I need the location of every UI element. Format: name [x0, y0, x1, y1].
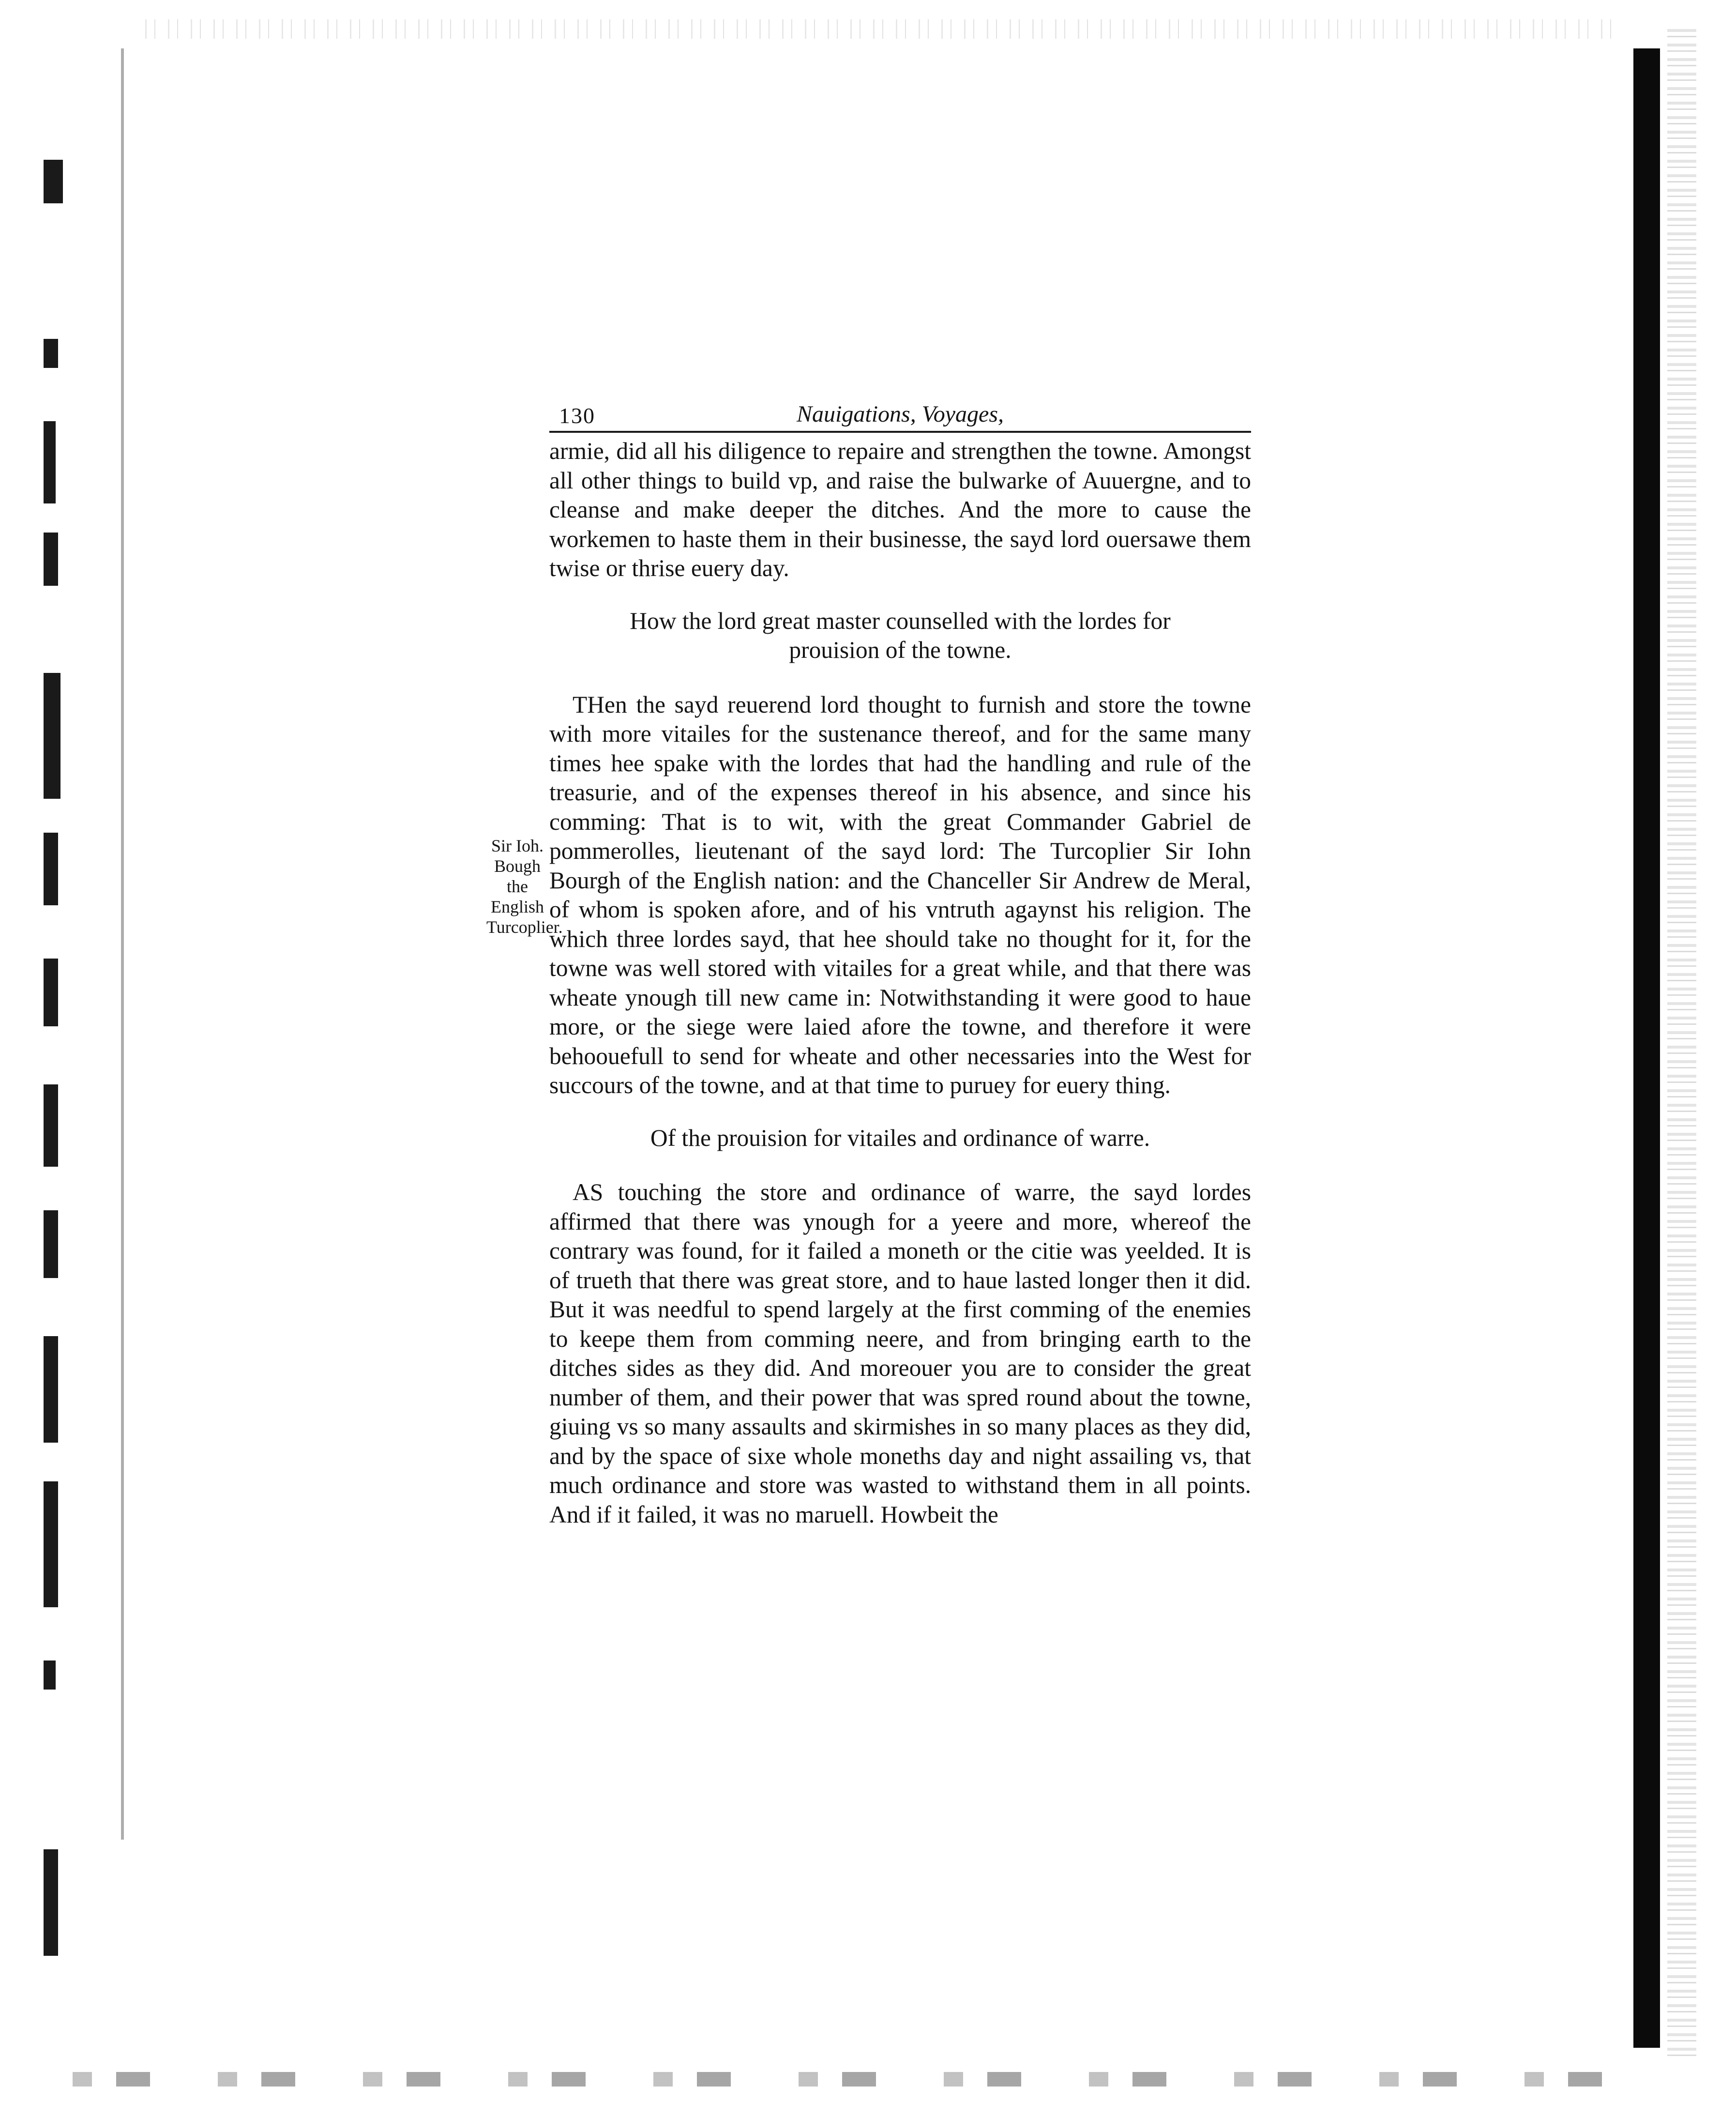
scan-bottom-edge-noise — [73, 2072, 1621, 2087]
page-number: 130 — [559, 403, 595, 428]
paragraph-prouision: AS touching the store and ordinance of warre, the sayd lordes affirmed that there was ynough for a yeere and more, whereof the contrary was found, for it failed a moneth or the citie was yeelded. It is of trueth that there was great store, and to haue lasted longer then it did. But it was needful to spend largely at the first comming of the enemies to keepe them from comming neere, and from bringing earth to the ditches sides as they did. And moreouer you are to consider the great number of them, and their power that was spred round about the towne, giuing vs so many assaults and skirmishes in so many places as they did, and by the space of sixe whole moneths day and night assailing vs, that much ordinance and store was wasted to withstand them in all points. And if it failed, it was no maruell. Howbeit the — [549, 1179, 1251, 1528]
section-heading-counsel: How the lord great master counselled with the lordes for prouision of the towne. — [630, 607, 1171, 663]
margin-note: Sir Ioh. Bough the English Turcoplier. — [486, 836, 563, 937]
paragraph-counsel: THen the sayd reuerend lord thought to furnish and store the towne with more vitailes for the sustenance thereof, and for the same many times hee spake with the lordes that had the handling and rule of the treasurie, and of the expenses thereof in his absence, and since his comming: That is to wit, with the great Commander Gabriel de pommerolles, lieutenant of the sayd lord: The Turcoplier Sir Iohn Bourgh of the English nation: and the Chanceller Sir Andrew de Meral, of whom is spoken afore, and of his vntruth agaynst his religion. The which three lordes sayd, that hee should take no thought for it, for the towne was well stored with vitailes for a great while, and that there was wheate ynough till new came in: Notwithstanding it were good to haue more, or the siege were laied afore the towne, and therefore it were behoouefull to send for wheate and other necessaries into the West for succours of the towne, and at that time to puruey for euery thing. — [549, 691, 1251, 1098]
running-head — [549, 397, 1251, 433]
running-head-title: Nauigations, Voyages, — [797, 401, 1004, 427]
scan-right-edge-noise — [1667, 29, 1696, 2062]
scan-left-edge-marks — [44, 48, 131, 2043]
scan-top-edge-noise — [145, 19, 1621, 39]
scan-binding-shadow — [1633, 48, 1660, 2048]
book-page — [486, 397, 1251, 1529]
body-text — [486, 437, 1251, 1529]
opening-paragraph: armie, did all his diligence to repaire and strengthen the towne. Amongst all other things to build vp, and raise the bulwarke of Auuergne, and to cleanse and make deeper the ditches. And the more to cause the workemen to haste them in their businesse, the sayd lord ouersawe them twise or thrise euery day. — [549, 438, 1251, 581]
section-counsel — [486, 690, 1251, 1100]
section-heading-prouision: Of the prouision for vitailes and ordinance of warre. — [650, 1124, 1150, 1151]
